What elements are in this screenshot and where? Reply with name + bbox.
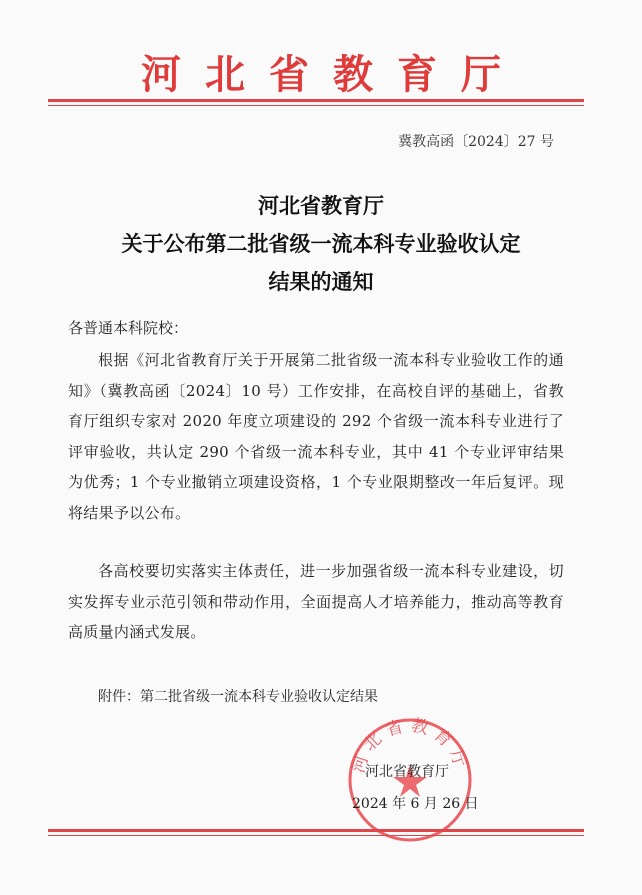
signature-org: 河北省教育厅 <box>365 764 449 780</box>
letterhead-rule-thin <box>48 105 584 106</box>
salutation: 各普通本科院校： <box>68 319 189 337</box>
attachment-note: 附件：第二批省级一流本科专业验收认定结果 <box>98 689 378 705</box>
document-number: 冀教高函〔2024〕27 号 <box>398 134 554 150</box>
signature-date: 2024 年 6 月 26 日 <box>352 796 479 812</box>
body-paragraph-2: 各高校要切实落实主体责任，进一步加强省级一流本科专业建设，切实发挥专业示范引领和带动作用，全面提高人才培养能力，推动高等教育高质量内涵式发展。 <box>68 562 564 641</box>
title-line-3: 结果的通知 <box>268 269 374 294</box>
letterhead-rule-thick <box>48 99 584 102</box>
footer-rule-thick <box>48 829 584 832</box>
seal-text: 河北省教育厅 <box>348 715 472 776</box>
title-line-2: 关于公布第二批省级一流本科专业验收认定 <box>121 231 521 256</box>
title-line-1: 河北省教育厅 <box>258 193 384 218</box>
footer-rule-thin <box>48 835 584 836</box>
letterhead-title: 河北省教育厅 <box>141 51 525 98</box>
body-paragraph-1: 根据《河北省教育厅关于开展第二批省级一流本科专业验收工作的通知》（冀教高函〔2024〕10 号）工作安排，在高校自评的基础上，省教育厅组织专家对 2020 年度立项建设的 292 个省级一流本科专业进行了评审验收，共认定 290 个省级一流本科专业，其中 41 个专业评审结果为优秀；1 个专业撤销立项建设资格，1 个专业限期整改一年后复评。现将结果予以公布。 <box>68 351 564 522</box>
